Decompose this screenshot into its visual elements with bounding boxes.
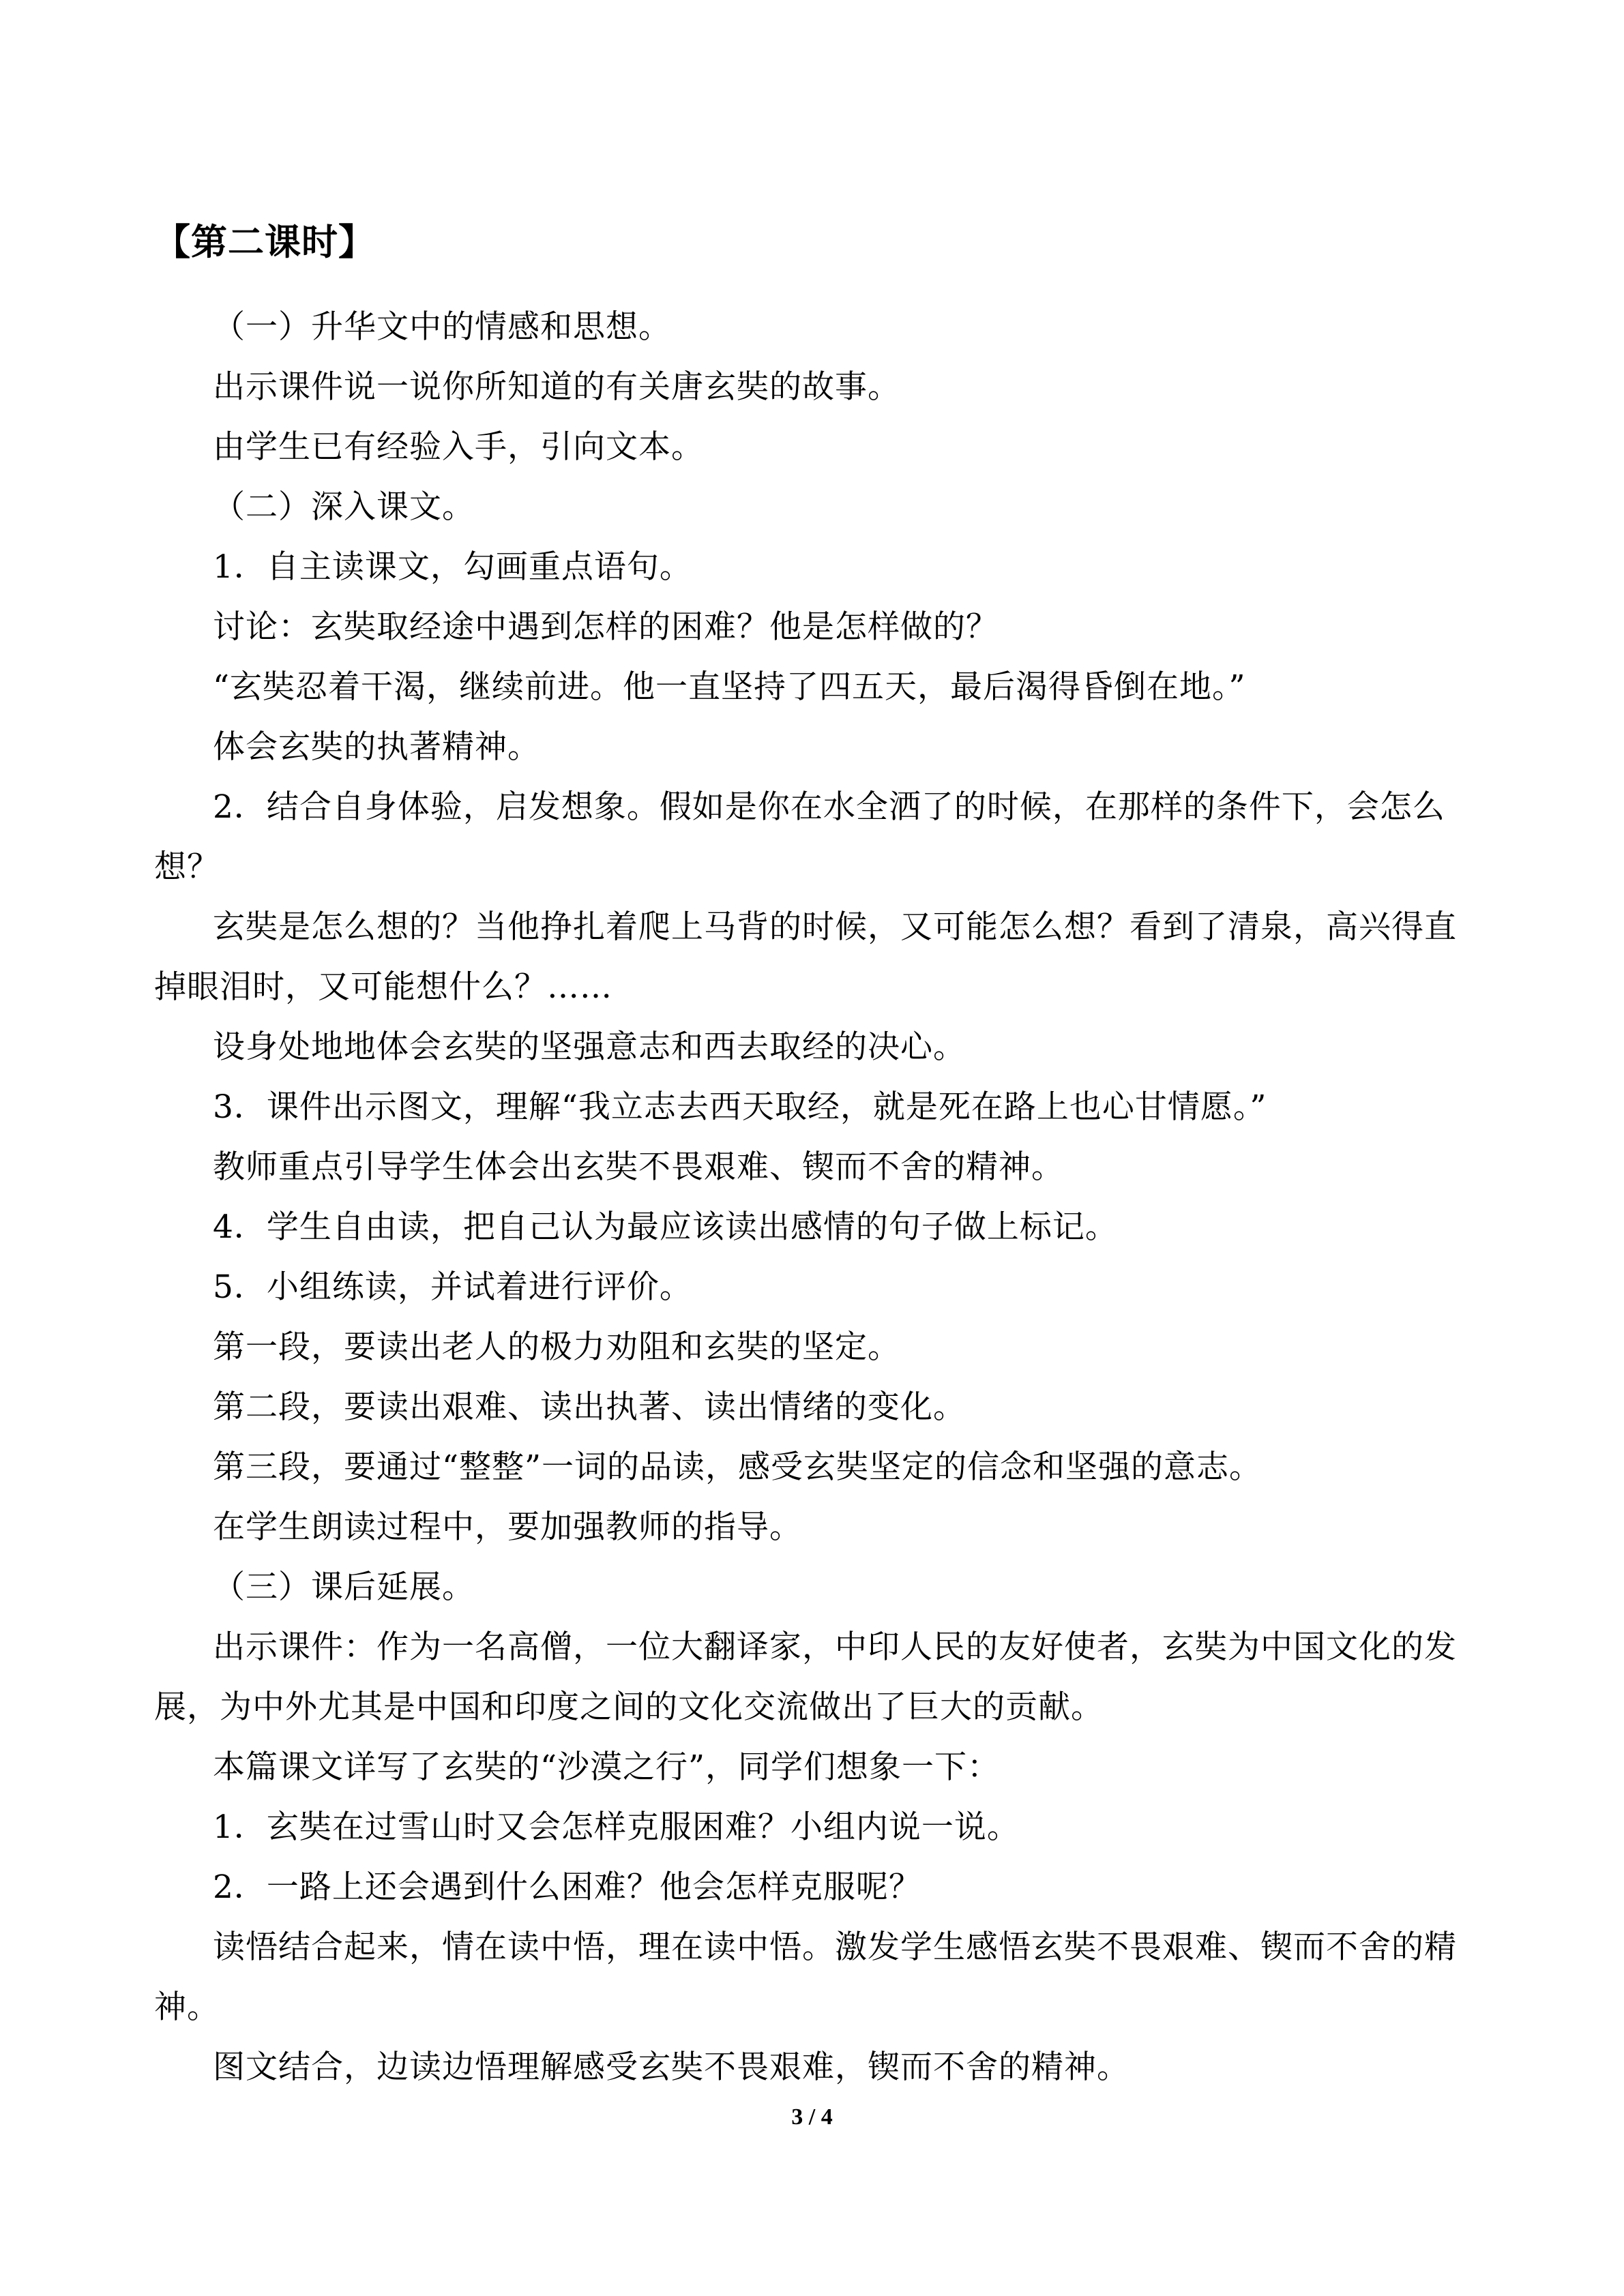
paragraph-22: 本篇课文详写了玄奘的“沙漠之行”，同学们想象一下：: [213, 1748, 1001, 1786]
paragraph-6: 讨论：玄奘取经途中遇到怎样的困难？他是怎样做的？: [213, 608, 999, 646]
paragraph-4: （二）深入课文。: [213, 488, 475, 526]
paragraph-23: 1．玄奘在过雪山时又会怎样克服困难？小组内说一说。: [213, 1808, 1020, 1846]
paragraph-17: 第二段，要读出艰难、读出执著、读出情绪的变化。: [213, 1388, 966, 1426]
paragraph-16: 第一段，要读出老人的极力劝阻和玄奘的坚定。: [213, 1328, 900, 1366]
paragraph-18: 第三段，要通过“整整”一词的品读，感受玄奘坚定的信念和坚强的意志。: [213, 1448, 1263, 1486]
paragraph-20: （三）课后延展。: [213, 1568, 475, 1606]
paragraph-26: 图文结合，边读边悟理解感受玄奘不畏艰难，锲而不舍的精神。: [213, 2048, 1130, 2086]
paragraph-1: （一）升华文中的情感和思想。: [213, 308, 671, 346]
lesson-heading: 【第二课时】: [154, 221, 375, 263]
paragraph-9: 2．结合自身体验，启发想象。假如是你在水全洒了的时候，在那样的条件下，会怎么想？: [154, 788, 1445, 886]
paragraph-19: 在学生朗读过程中，要加强教师的指导。: [213, 1508, 802, 1546]
paragraph-7: “玄奘忍着干渴，继续前进。他一直坚持了四五天，最后渴得昏倒在地。”: [213, 668, 1246, 706]
paragraph-15: 5．小组练读，并试着进行评价。: [213, 1268, 692, 1306]
paragraph-24: 2．一路上还会遇到什么困难？他会怎样克服呢？: [213, 1868, 921, 1906]
paragraph-12: 3．课件出示图文，理解“我立志去西天取经，就是死在路上也心甘情愿。”: [213, 1088, 1267, 1126]
paragraph-11: 设身处地地体会玄奘的坚强意志和西去取经的决心。: [213, 1028, 966, 1066]
document-body: [154, 297, 1481, 2098]
page-number: 3 / 4: [791, 2104, 833, 2130]
paragraph-25: 读悟结合起来，情在读中悟，理在读中悟。激发学生感悟玄奘不畏艰难、锲而不舍的精神。: [154, 1928, 1457, 2026]
paragraph-10: 玄奘是怎么想的？当他挣扎着爬上马背的时候，又可能怎么想？看到了清泉，高兴得直掉眼泪时，又可能想什么？……: [154, 908, 1457, 1006]
paragraph-14: 4．学生自由读，把自己认为最应该读出感情的句子做上标记。: [213, 1208, 1118, 1246]
paragraph-2: 出示课件说一说你所知道的有关唐玄奘的故事。: [213, 368, 900, 406]
paragraph-8: 体会玄奘的执著精神。: [213, 728, 540, 766]
paragraph-13: 教师重点引导学生体会出玄奘不畏艰难、锲而不舍的精神。: [213, 1148, 1064, 1186]
paragraph-3: 由学生已有经验入手，引向文本。: [213, 428, 704, 466]
paragraph-5: 1．自主读课文，勾画重点语句。: [213, 548, 692, 586]
paragraph-21: 出示课件：作为一名高僧，一位大翻译家，中印人民的友好使者，玄奘为中国文化的发展，为中外尤其是中国和印度之间的文化交流做出了巨大的贡献。: [154, 1628, 1457, 1726]
